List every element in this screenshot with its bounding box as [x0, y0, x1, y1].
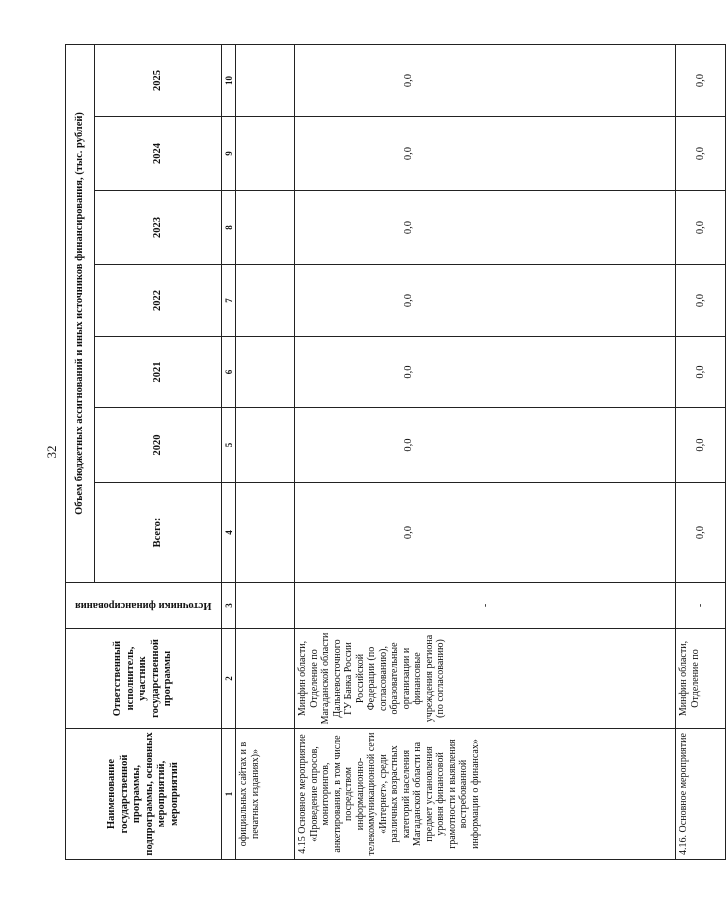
row-value-2020 — [236, 408, 295, 483]
header-year-2022: 2022 — [95, 265, 222, 337]
table-row — [295, 45, 676, 860]
row-value-2023: 0,0 — [676, 191, 726, 265]
row-value-2022: 0,0 — [295, 265, 676, 337]
row-value-2023: 0,0 — [295, 191, 676, 265]
header-year-2024: 2024 — [95, 117, 222, 191]
row-value-total: 0,0 — [295, 483, 676, 583]
row-name: официальных сайтах и в печатных изданиях)» — [236, 729, 295, 860]
column-number: 8 — [222, 191, 236, 265]
row-value-2021 — [236, 337, 295, 408]
row-value-2024: 0,0 — [295, 117, 676, 191]
row-name: 4.15 Основное мероприятие «Проведение опросов, мониторингов, анкетирования, в том числе посредством информационно-телекоммуникационной сети «Интернет», среди различных возрастных категорий населения Магаданской области на предмет установления уровня финансовой грамотности и выявления востребованной информации о финансах» — [295, 729, 676, 860]
row-value-2025: 0,0 — [676, 45, 726, 117]
header-year-2020: 2020 — [95, 408, 222, 483]
header-year-2021: 2021 — [95, 337, 222, 408]
column-number: 5 — [222, 408, 236, 483]
header-year-2025: 2025 — [95, 45, 222, 117]
row-value-2025 — [236, 45, 295, 117]
column-number-row — [222, 45, 236, 860]
header-responsible: Ответственный исполнитель, участник государственной программы — [66, 629, 222, 729]
row-source: - — [676, 583, 726, 629]
header-source — [66, 583, 222, 629]
row-source: - — [295, 583, 676, 629]
row-value-2021: 0,0 — [676, 337, 726, 408]
header-year-2023: 2023 — [95, 191, 222, 265]
row-value-2023 — [236, 191, 295, 265]
header-total: Всего: — [95, 483, 222, 583]
page-number: 32 — [44, 445, 59, 459]
financing-table — [65, 44, 726, 860]
row-responsible: Минфин области, Отделение по Магаданской области Дальневосточного ГУ Банка России Российской Федерации (по согласованию), образовательные организации и финансовые учреждения региона (по согласованию) — [295, 629, 676, 729]
row-value-2022: 0,0 — [676, 265, 726, 337]
row-value-2020: 0,0 — [295, 408, 676, 483]
column-number: 6 — [222, 337, 236, 408]
table-row — [236, 45, 295, 860]
rotated-table-container — [65, 45, 706, 860]
header-funding: Объем бюджетных ассигнований и иных источников финансирования, (тыс. рублей) — [66, 45, 95, 583]
header-source-text: Источники финансирования — [75, 600, 212, 612]
row-value-2021: 0,0 — [295, 337, 676, 408]
column-number: 2 — [222, 629, 236, 729]
column-number: 7 — [222, 265, 236, 337]
row-responsible: Минфин области, Отделение по — [676, 629, 726, 729]
row-value-2024: 0,0 — [676, 117, 726, 191]
column-number: 4 — [222, 483, 236, 583]
column-number: 1 — [222, 729, 236, 860]
row-value-2020: 0,0 — [676, 408, 726, 483]
row-value-2024 — [236, 117, 295, 191]
row-value-total: 0,0 — [676, 483, 726, 583]
table-row — [676, 45, 726, 860]
header-name: Наименование государственной программы, подпрограммы, основных мероприятий, мероприятий — [66, 729, 222, 860]
row-responsible — [236, 629, 295, 729]
row-source — [236, 583, 295, 629]
column-number: 9 — [222, 117, 236, 191]
column-number: 3 — [222, 583, 236, 629]
column-number: 10 — [222, 45, 236, 117]
row-value-2025: 0,0 — [295, 45, 676, 117]
row-value-total — [236, 483, 295, 583]
row-value-2022 — [236, 265, 295, 337]
row-name: 4.16. Основное мероприятие — [676, 729, 726, 860]
